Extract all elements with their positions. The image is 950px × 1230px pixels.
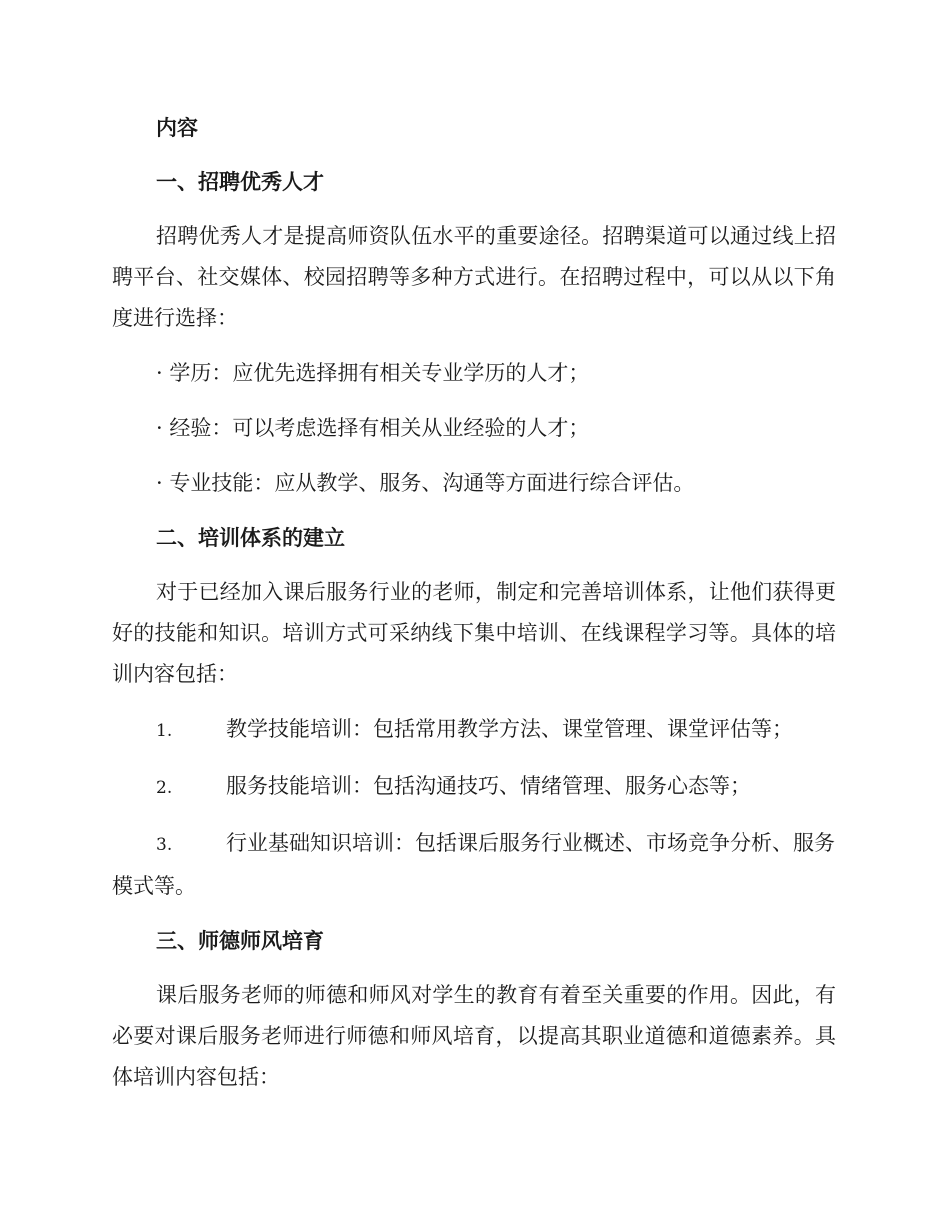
numbered-item xyxy=(112,766,836,809)
item-number: 3. xyxy=(156,835,173,855)
numbered-item xyxy=(112,709,836,752)
section-heading-training: 二、培训体系的建立 xyxy=(156,526,345,550)
section-paragraph-ethics: 课后服务老师的师德和师风对学生的教育有着至关重要的作用。因此，有必要对课后服务老师进行师德和师风培育，以提高其职业道德和道德素养。具体培训内容包括： xyxy=(112,983,836,1089)
numbered-item xyxy=(112,823,836,907)
document-title: 内容 xyxy=(156,116,198,140)
bullet-item: · 经验：可以考虑选择有相关从业经验的人才； xyxy=(156,416,590,440)
item-text: 教学技能培训：包括常用教学方法、课堂管理、课堂评估等； xyxy=(226,717,793,741)
bullet-item: · 学历：应优先选择拥有相关专业学历的人才； xyxy=(156,361,590,385)
section-heading-recruit: 一、招聘优秀人才 xyxy=(156,170,324,194)
item-text: 服务技能培训：包括沟通技巧、情绪管理、服务心态等； xyxy=(226,774,751,798)
document-body xyxy=(112,108,836,1112)
bullet-item: · 专业技能：应从教学、服务、沟通等方面进行综合评估。 xyxy=(156,471,695,495)
item-number: 1. xyxy=(156,721,173,741)
item-number: 2. xyxy=(156,778,173,798)
section-heading-ethics: 三、师德师风培育 xyxy=(156,929,324,953)
section-paragraph-recruit: 招聘优秀人才是提高师资队伍水平的重要途径。招聘渠道可以通过线上招聘平台、社交媒体、校园招聘等多种方式进行。在招聘过程中，可以从以下角度进行选择： xyxy=(112,224,836,330)
section-paragraph-training: 对于已经加入课后服务行业的老师，制定和完善培训体系，让他们获得更好的技能和知识。培训方式可采纳线下集中培训、在线课程学习等。具体的培训内容包括： xyxy=(112,580,836,686)
item-text: 行业基础知识培训：包括课后服务行业概述、市场竞争分析、服务模式等。 xyxy=(112,831,835,898)
